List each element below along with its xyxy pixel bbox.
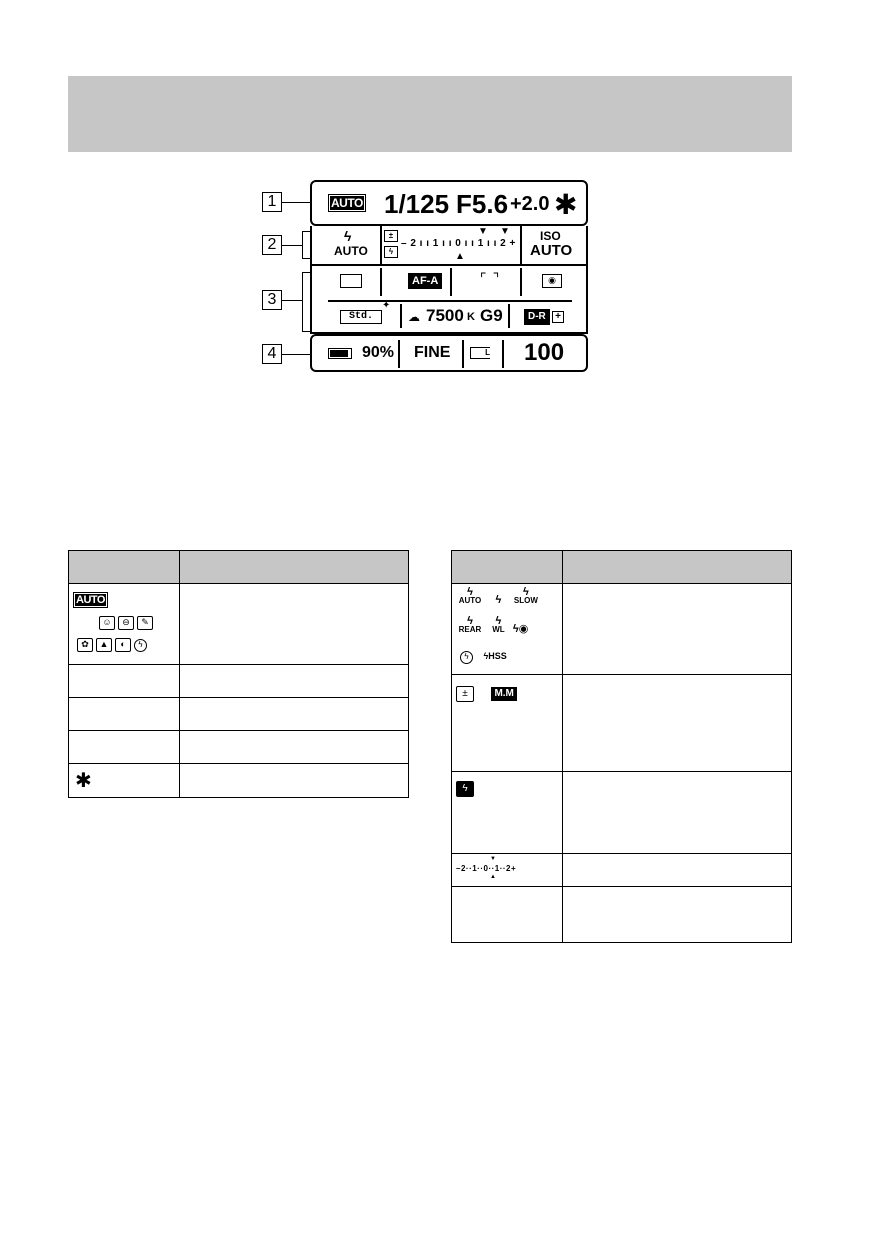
description-cell [563,584,792,675]
ev-scale-cell [452,854,563,887]
exposure-comp-icon: ± [456,686,474,702]
section-number-1: 1 [262,192,282,212]
lcd-row-1 [310,180,588,226]
drive-mode-single-icon [340,274,362,288]
flash-wireless-icon: ϟ WL [492,615,505,634]
exposure-scale: – 2 ı ı 1 ı ı 0 ı ı 1 ı ı 2 + [401,238,516,249]
creative-style: Std. [340,310,382,324]
af-mode: AF-A [408,273,442,289]
table-cell [180,698,409,731]
divider [400,304,402,328]
ev-scale: –2··1··0··1··2+ [456,864,517,873]
scale-marker-bottom: ▲ [455,251,465,262]
section-number-3: 3 [262,290,282,310]
iso-label: ISO [540,229,561,243]
exposure-comp-icon: ± [384,230,398,242]
flash-icons-row-3 [456,646,558,664]
metered-manual-icon: M.M [491,687,516,701]
table-row [452,854,792,887]
table-row [69,764,409,798]
image-size-icon: L [470,347,490,359]
scene-icons-row-1 [99,612,175,630]
exposure-compensation: +2.0 [510,193,550,215]
metering-mode-icon: ◉ [542,274,562,288]
description-cell [563,887,792,943]
mountain-icon: ▲ [96,638,112,652]
auto-mode-icon: AUTO [73,592,108,608]
battery-fill [330,350,348,357]
scale-marker-bottom: ▲ [490,874,496,880]
header-band [68,76,792,152]
table-row [69,731,409,764]
lcd-row-4 [310,334,588,372]
flash-modes-cell [452,584,563,675]
description-cell [563,772,792,854]
flash-icon: ϟ [344,228,352,244]
exposure-icons-cell [452,675,563,772]
divider [508,304,510,328]
divider [380,268,382,296]
table-cell [69,698,180,731]
flash-off-icon: ϟ [460,651,473,664]
wb-value: 7500 [426,306,464,325]
flash-mode-label: AUTO [334,244,368,258]
leader-line [282,300,302,301]
portrait-icon: ☺ [99,616,115,630]
right-table [451,550,792,943]
flash-hss-icon: ϟHSS [483,651,507,661]
divider [462,340,464,368]
left-table-header-col2 [180,551,409,584]
right-table-header-col1 [452,551,563,584]
scale-marker-top: ▼ [478,226,488,237]
asterisk-icon: ✱ [554,189,578,220]
table-cell [180,731,409,764]
aperture: F5.6 [456,189,509,219]
table-row [452,887,792,943]
table-row [69,665,409,698]
flash-comp-icon: ϟ [384,246,398,258]
white-balance-icon: ☁ [408,310,420,324]
description-cell [563,675,792,772]
dro-plus-icon: + [552,311,564,323]
asterisk-icon: ✱ [69,764,180,798]
flash-icons-row-1 [456,588,558,614]
flash-rear-sync-icon: ϟ REAR [458,615,482,634]
macro-icon: ✎ [137,616,153,630]
table-row [69,584,409,665]
left-table-header-col1 [69,551,180,584]
iso-value: AUTO [530,242,573,259]
lcd-row-3 [310,266,588,334]
right-table-header-col2 [563,551,792,584]
scale-marker-top: ▼ [500,226,510,237]
shutter-speed: 1/125 [384,189,450,219]
divider [502,340,504,368]
leader-line [282,245,302,246]
mode-icons-cell [69,584,180,665]
table-row [452,772,792,854]
scene-icons-row-2 [77,634,175,652]
table-cell [452,887,563,943]
description-cell [563,854,792,887]
battery-percent: 90% [362,344,395,361]
bracket [302,272,310,332]
flash-slow-sync-icon: ϟ SLOW [513,586,538,605]
left-table [68,550,409,798]
dro-badge: D-R [524,309,550,325]
bracket [302,231,310,259]
battery-icon [328,348,352,359]
flower-icon: ✿ [77,638,93,652]
scale-marker-top: ▼ [490,856,496,862]
flash-icons-row-2 [456,617,558,643]
divider [398,340,400,368]
red-eye-reduction-icon: ϟ◉ [512,623,529,635]
wb-unit: K [467,311,475,323]
flash-comp-icon: ϟ [456,781,474,797]
table-row [452,675,792,772]
divider [328,300,572,302]
flash-off-icon: ϟ [134,639,147,652]
wb-shift: G9 [480,306,503,325]
divider [380,226,382,264]
auto-mode-icon: AUTO [328,194,366,212]
leader-line [282,202,310,203]
image-quality: FINE [414,344,451,361]
flash-auto-icon: ϟ AUTO [458,586,482,605]
divider [450,268,452,296]
sparkle-icon: ✦ [382,300,391,311]
flash-comp-cell [452,772,563,854]
description-cell [180,584,409,665]
table-cell [180,764,409,798]
divider [520,268,522,296]
table-cell [69,731,180,764]
lcd-display-diagram [262,180,592,372]
flash-fill-icon: ϟ [495,594,502,606]
lcd-row-2 [310,226,588,266]
section-number-4: 4 [262,344,282,364]
sunset-icon: ◐ [115,638,131,652]
remaining-shots: 100 [524,339,565,366]
table-cell [69,665,180,698]
divider [520,226,522,264]
leader-line [282,354,310,355]
section-number-2: 2 [262,235,282,255]
landscape-horizon-icon: ⊖ [118,616,134,630]
table-row [69,698,409,731]
af-area-icon: ⌜⌝ [480,270,506,286]
table-cell [180,665,409,698]
table-row [452,584,792,675]
